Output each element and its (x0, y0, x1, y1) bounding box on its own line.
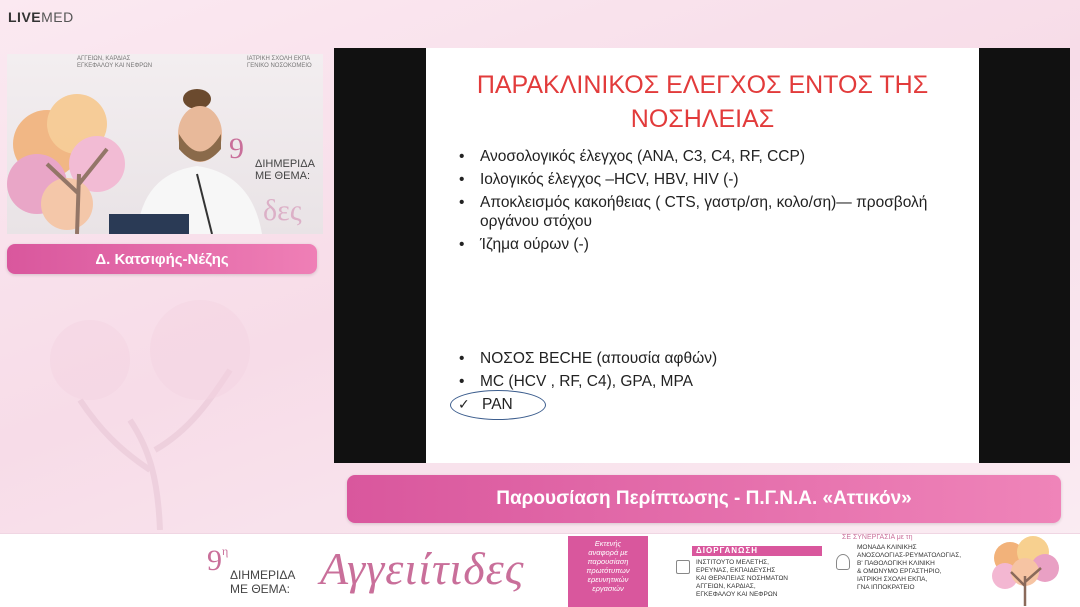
logo-live: LIVE (8, 9, 42, 25)
slide-title (426, 68, 979, 136)
caption-text: Παρουσίαση Περίπτωσης - Π.Γ.Ν.Α. «Αττικόν» (496, 488, 912, 509)
bullet-item: • Ανοσολογικός έλεγχος (ANA, C3, C4, RF, CCP) (456, 147, 956, 166)
footer-title: Αγγειίτιδες (320, 543, 525, 594)
tree-logo-icon (985, 536, 1065, 606)
highlight-oval (450, 390, 546, 420)
footer-nine-digit: 9 (207, 544, 222, 577)
footer-nine-sup: η (222, 544, 229, 558)
organizer-title: ΔΙΟΡΓΑΝΩΣΗ (692, 546, 822, 556)
checkmark-icon: ✓ (458, 396, 470, 412)
livemed-logo (8, 9, 74, 25)
backdrop-left-text: ΑΓΓΕΙΩΝ, ΚΑΡΔΙΑΣ ΕΓΚΕΦΑΛΟΥ ΚΑΙ ΝΕΦΡΩΝ (77, 56, 153, 69)
speaker-video (7, 54, 323, 234)
slide-title-line1: ΠΑΡΑΚΛΙΝΙΚΟΣ ΕΛΕΓΧΟΣ ΕΝΤΟΣ ΤΗΣ (476, 71, 929, 99)
footer-banner (0, 533, 1080, 607)
backdrop-ses: δες (263, 194, 302, 227)
institute-logo-icon (676, 560, 690, 574)
footer-highlight-box: Εκτενής αναφορά με παρουσίαση πρωτότυπων ερευνητικών εργασιών (568, 536, 648, 607)
slide-frame (334, 48, 1070, 463)
speaker-name: Δ. Κατσιφής-Νέζης (95, 250, 229, 268)
bullet-item: • ΝΟΣΟΣ BECHE (απουσία αφθών) (456, 349, 956, 368)
footer-dhm (230, 568, 295, 596)
collaboration-title: ΣΕ ΣΥΝΕΡΓΑΣΙΑ με τη (842, 534, 913, 541)
caption-bar (347, 475, 1061, 523)
backdrop-right-text: ΙΑΤΡΙΚΗ ΣΧΟΛΗ ΕΚΠΑ ΓΕΝΙΚΟ ΝΟΣΟΚΟΜΕΙΟ (247, 56, 312, 69)
bullet-item: • Ίζημα ούρων (-) (456, 235, 956, 254)
backdrop-nine: 9 (229, 132, 244, 165)
slide-bullets-bottom (456, 349, 956, 395)
footer-nine (207, 544, 228, 578)
check-item-label: PAN (482, 396, 513, 413)
footer-dhm-line2: ΜΕ ΘΕΜΑ: (230, 582, 291, 596)
background-tree-decoration (0, 280, 330, 530)
organizer-text: ΙΝΣΤΙΤΟΥΤΟ ΜΕΛΕΤΗΣ, ΕΡΕΥΝΑΣ, ΕΚΠΑΙΔΕΥΣΗΣ ΚΑΙ ΘΕΡΑΠΕΙΑΣ ΝΟΣΗΜΑΤΩΝ ΑΓΓΕΙΩΝ, ΚΑΡΔΙΑΣ, ΕΓΚΕΦΑΛΟΥ ΚΑΙ ΝΕΦΡΩΝ (696, 559, 788, 598)
slide-bullets-top (456, 147, 956, 258)
presentation-slide (426, 48, 979, 463)
university-logo-icon (836, 554, 850, 570)
bullet-item: • MC (HCV , RF, C4), GPA, MPA (456, 372, 956, 391)
bullet-item: • Αποκλεισμός κακοήθειας ( CTS, γαστρ/ση, κολο/ση)— προσβολή οργάνου στόχου (456, 193, 956, 231)
logo-med: MED (41, 9, 74, 25)
speaker-name-bar (7, 244, 317, 274)
footer-dhm-line1: ΔΙΗΜΕΡΙΔΑ (230, 568, 296, 582)
backdrop-dhm: ΔΙΗΜΕΡΙΔΑ ΜΕ ΘΕΜΑ: (255, 158, 315, 182)
collaboration-text: ΜΟΝΑΔΑ ΚΛΙΝΙΚΗΣ ΑΝΟΣΟΛΟΓΙΑΣ-ΡΕΥΜΑΤΟΛΟΓΙΑΣ, Β' ΠΑΘΟΛΟΓΙΚΗ ΚΛΙΝΙΚΗ & ΟΜΩΝΥΜΟ ΕΡΓΑΣΤΗΡΙΟ, ΙΑΤΡΙΚΗ ΣΧΟΛΗ ΕΚΠΑ, ΓΝΑ ΙΠΠΟΚΡΑΤΕΙΟ (857, 544, 962, 591)
slide-title-line2: ΝΟΣΗΛΕΙΑΣ (630, 105, 775, 133)
bullet-item: • Ιολογικός έλεγχος –HCV, HBV, HIV (-) (456, 170, 956, 189)
